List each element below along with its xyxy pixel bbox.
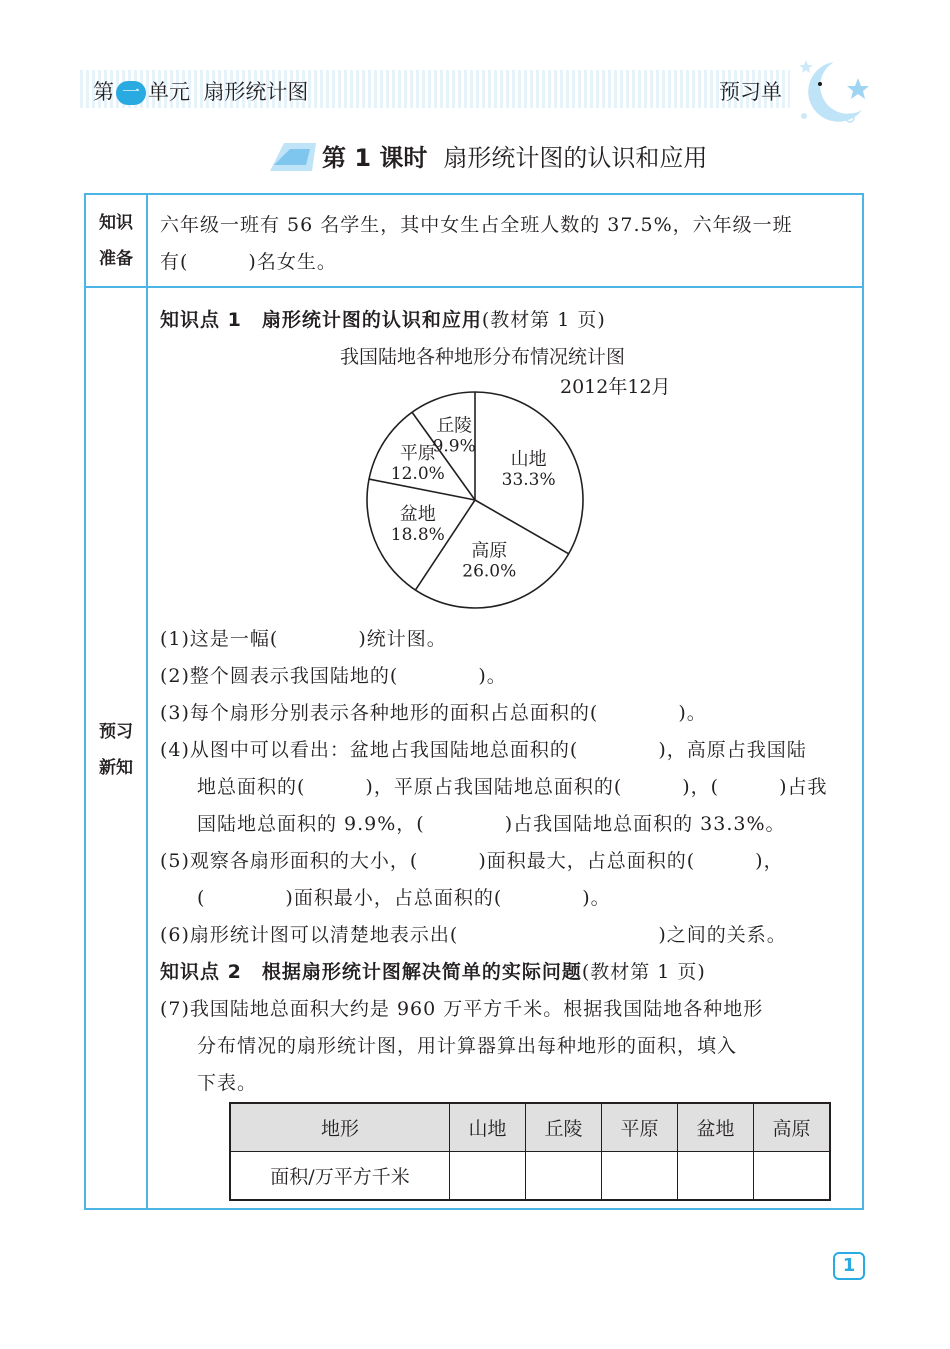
- pie-chart: [360, 385, 590, 615]
- kp1-heading: 知识点 1 扇形统计图的认识和应用: [160, 309, 482, 331]
- preview-label: [86, 714, 146, 786]
- table-header-cell: 平原: [602, 1103, 678, 1152]
- lesson-number: 第 1 课时: [322, 144, 428, 172]
- table-header-cell: 高原: [754, 1103, 831, 1152]
- unit-number-badge: 一: [116, 81, 146, 105]
- table-row-label: 面积/万平方千米: [230, 1152, 450, 1201]
- question-6: (6)扇形统计图可以清楚地表示出( )之间的关系。: [160, 924, 787, 946]
- question-7-line1: (7)我国陆地总面积大约是 960 万平方千米。根据我国陆地各种地形: [160, 998, 764, 1020]
- prep-text-line2: 有( )名女生。: [160, 251, 337, 273]
- table-header-cell: 丘陵: [526, 1103, 602, 1152]
- pie-slice-value: 12.0%: [390, 464, 445, 485]
- preview-sheet-label: 预习单: [719, 80, 782, 104]
- knowledge-point-1: [160, 305, 606, 332]
- question-1: (1)这是一幅( )统计图。: [160, 628, 447, 650]
- question-5-line1: (5)观察各扇形面积的大小，( )面积最大，占总面积的( )，: [160, 850, 784, 872]
- knowledge-point-2: [160, 957, 706, 984]
- kp1-reference: (教材第 1 页): [481, 309, 606, 331]
- table-answer-cell[interactable]: [450, 1152, 526, 1201]
- pie-slice-label: 丘陵: [436, 415, 473, 437]
- prep-text-line1: 六年级一班有 56 名学生，其中女生占全班人数的 37.5%，六年级一班: [160, 214, 793, 236]
- row-divider: [84, 286, 864, 288]
- unit-suffix: 单元: [148, 80, 190, 104]
- chart-title: 我国陆地各种地形分布情况统计图: [340, 346, 626, 368]
- pie-slice-value: 26.0%: [462, 561, 517, 582]
- unit-prefix: 第: [93, 80, 114, 104]
- lesson-name: 扇形统计图的认识和应用: [443, 144, 708, 172]
- question-4-line1: (4)从图中可以看出：盆地占我国陆地总面积的( )，高原占我国陆: [160, 739, 807, 761]
- table-answer-cell[interactable]: [526, 1152, 602, 1201]
- table-answer-cell[interactable]: [678, 1152, 754, 1201]
- table-header-cell: 地形: [230, 1103, 450, 1152]
- moon-stars-icon: [792, 52, 874, 128]
- table-header-row: [230, 1103, 830, 1152]
- kp2-reference: (教材第 1 页): [581, 961, 706, 983]
- question-4-line3: 国陆地总面积的 9.9%，( )占我国陆地总面积的 33.3%。: [197, 813, 786, 835]
- chart-date: 2012年12月: [560, 376, 671, 398]
- table-header-cell: 山地: [450, 1103, 526, 1152]
- graduation-cap-icon: [266, 135, 318, 175]
- question-3: (3)每个扇形分别表示各种地形的面积占总面积的( )。: [160, 702, 707, 724]
- table-answer-cell[interactable]: [602, 1152, 678, 1201]
- pie-slice-value: 18.8%: [390, 524, 445, 545]
- pie-slice-label: 山地: [510, 448, 547, 470]
- table-header-cell: 盆地: [678, 1103, 754, 1152]
- pie-slice-label: 高原: [471, 540, 508, 562]
- question-7-line2: 分布情况的扇形统计图，用计算器算出每种地形的面积，填入: [197, 1035, 738, 1057]
- pie-slice-value: 9.9%: [432, 436, 476, 457]
- prep-label: [86, 205, 146, 277]
- unit-title: 扇形统计图: [203, 80, 309, 104]
- preview-label-line1: 预习: [99, 722, 133, 742]
- unit-heading: [93, 76, 308, 106]
- table-row: [230, 1152, 830, 1201]
- terrain-area-table: [229, 1102, 831, 1201]
- pie-slice-label: 盆地: [399, 503, 436, 525]
- question-7-line3: 下表。: [197, 1072, 258, 1094]
- preview-label-line2: 新知: [99, 758, 133, 778]
- lesson-title: [322, 138, 707, 173]
- question-5-line2: ( )面积最小，占总面积的( )。: [197, 887, 611, 909]
- question-4-line2: 地总面积的( )，平原占我国陆地总面积的( )，( )占我: [197, 776, 828, 798]
- pie-slice-value: 33.3%: [501, 469, 556, 490]
- table-answer-cell[interactable]: [754, 1152, 831, 1201]
- question-2: (2)整个圆表示我国陆地的( )。: [160, 665, 507, 687]
- column-divider: [146, 193, 148, 1210]
- page-number: 1: [833, 1252, 865, 1280]
- pie-slice-label: 平原: [399, 443, 436, 465]
- kp2-heading: 知识点 2 根据扇形统计图解决简单的实际问题: [160, 961, 582, 983]
- prep-label-line2: 准备: [99, 249, 133, 269]
- prep-label-line1: 知识: [99, 213, 133, 233]
